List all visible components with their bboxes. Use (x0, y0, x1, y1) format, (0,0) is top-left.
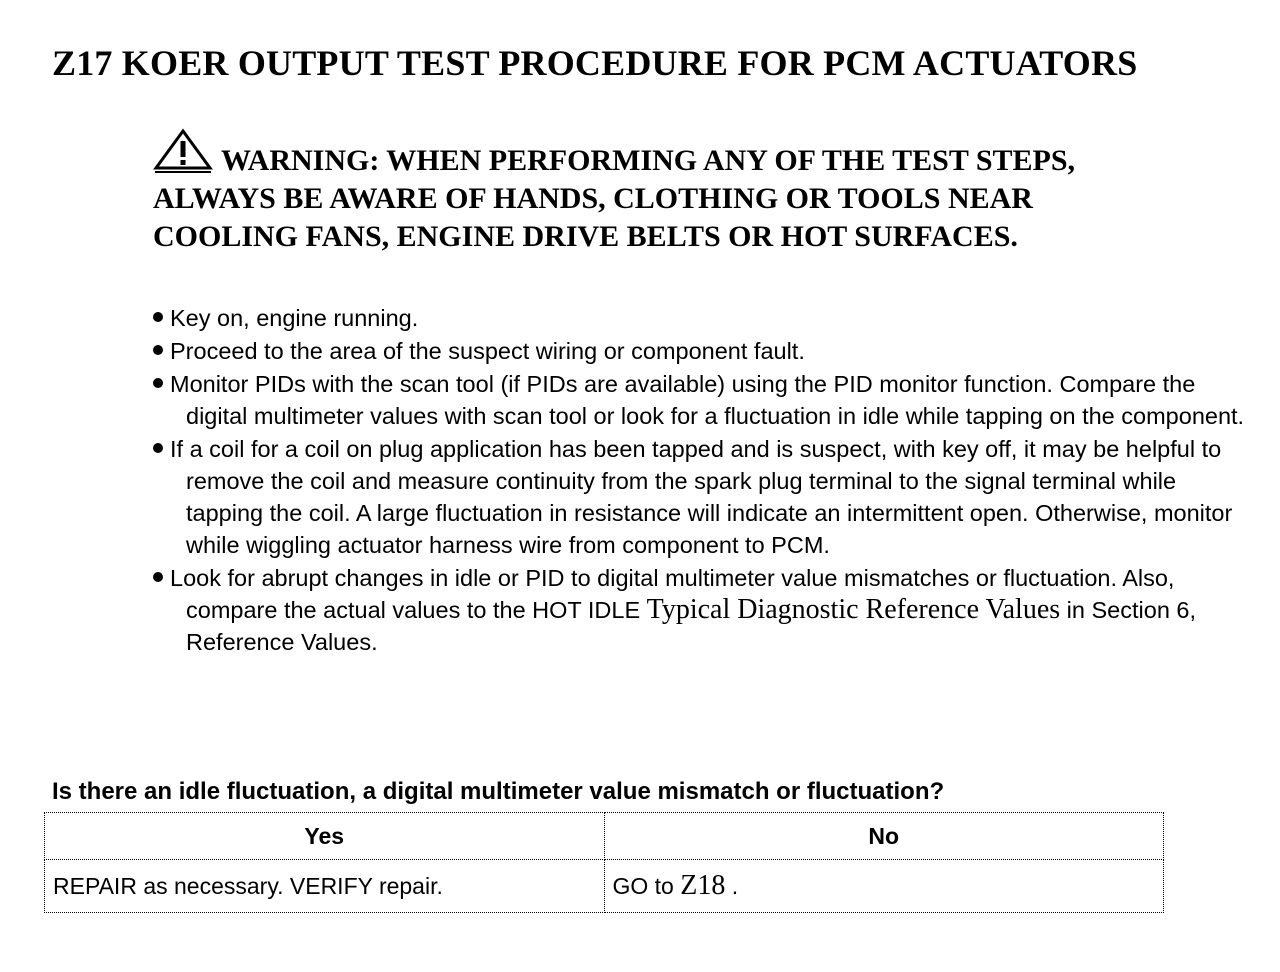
list-item (136, 562, 1246, 658)
page-title: Z17 KOER OUTPUT TEST PROCEDURE FOR PCM ACTUATORS (52, 43, 1138, 83)
step-text: Look for abrupt changes in idle or PID to digital multimeter value mismatches or fluctuation. Also, compare the actual values to the HOT IDLE (170, 565, 1175, 623)
warning-line-3: COOLING FANS, ENGINE DRIVE BELTS OR HOT SURFACES. (153, 220, 1018, 253)
no-suffix: . (725, 873, 739, 899)
no-prefix: GO to (612, 873, 681, 899)
no-action (604, 860, 1164, 913)
yes-header: Yes (45, 813, 605, 860)
step-text-tail: in Section 6, Reference Values. (186, 597, 1197, 655)
warning-line-1 (153, 128, 1243, 180)
step-text: Key on, engine running. (170, 305, 419, 331)
bullet-icon (153, 312, 163, 322)
yes-action: REPAIR as necessary. VERIFY repair. (45, 860, 605, 913)
list-item (136, 335, 1246, 367)
warning-triangle-icon (153, 128, 213, 174)
bullet-icon (153, 572, 163, 582)
decision-question: Is there an idle fluctuation, a digital multimeter value mismatch or fluctuation? (52, 778, 945, 805)
step-text: Proceed to the area of the suspect wiring or component fault. (170, 338, 805, 364)
warning-block (153, 128, 1243, 256)
goto-z18-link[interactable]: Z18 (680, 870, 726, 901)
list-item (136, 433, 1246, 561)
table-row (45, 860, 1164, 913)
answer-table (44, 812, 1164, 913)
warning-line-2: ALWAYS BE AWARE OF HANDS, CLOTHING OR TOOLS NEAR (153, 182, 1033, 215)
warning-text-1: WARNING: WHEN PERFORMING ANY OF THE TEST STEPS, (221, 144, 1076, 177)
bullet-icon (153, 378, 163, 388)
step-text: If a coil for a coil on plug application has been tapped and is suspect, with key off, it may be helpful to remove the coil and measure continuity from the spark plug terminal to the signal terminal while tapping the coil. A large fluctuation in resistance will indicate an intermittent open. Otherwise, monitor while wiggling actuator harness wire from component to PCM. (170, 436, 1233, 558)
bullet-icon (153, 443, 163, 453)
step-text: Monitor PIDs with the scan tool (if PIDs are available) using the PID monitor function. Compare the digital multimeter values with scan tool or look for a fluctuation in idle while tapping on the component. (170, 371, 1245, 429)
reference-values-link[interactable]: Typical Diagnostic Reference Values (646, 594, 1061, 625)
list-item (136, 302, 1246, 334)
no-header: No (604, 813, 1164, 860)
list-item (136, 368, 1246, 432)
procedure-steps (136, 302, 1246, 659)
bullet-icon (153, 345, 163, 355)
table-header-row (45, 813, 1164, 860)
